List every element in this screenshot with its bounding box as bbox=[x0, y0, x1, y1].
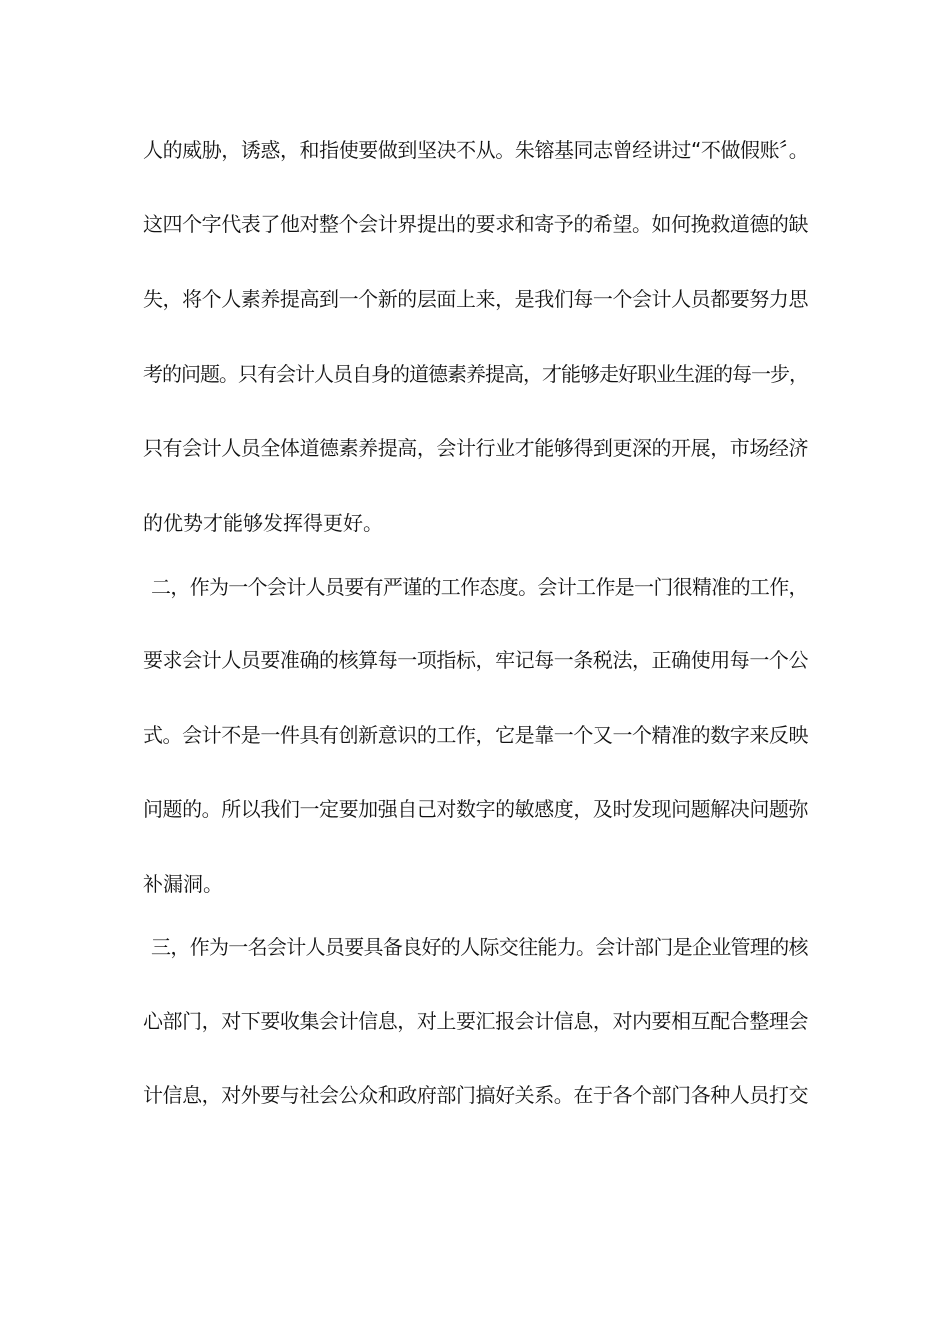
text-line: 只有会计人员全体道德素养提高，会计行业才能够得到更深的开展，市场经济 bbox=[143, 436, 809, 460]
text-line: 人的威胁，诱惑，和指使要做到坚决不从。朱镕基同志曾经讲过“不做假账〞。 bbox=[143, 138, 809, 162]
paragraph-heading-line: 二，作为一个会计人员要有严谨的工作态度。会计工作是一门很精准的工作， bbox=[151, 575, 808, 599]
paragraph-heading-line: 三，作为一名会计人员要具备良好的人际交往能力。会计部门是企业管理的核 bbox=[151, 935, 808, 959]
text-line: 的优势才能够发挥得更好。 bbox=[143, 511, 383, 535]
text-line: 失，将个人素养提高到一个新的层面上来，是我们每一个会计人员都要努力思 bbox=[143, 287, 809, 311]
text-line: 这四个字代表了他对整个会计界提出的要求和寄予的希望。如何挽救道德的缺 bbox=[143, 212, 809, 236]
text-line: 计信息，对外要与社会公众和政府部门搞好关系。在于各个部门各种人员打交 bbox=[143, 1083, 809, 1107]
text-line: 考的问题。只有会计人员自身的道德素养提高，才能够走好职业生涯的每一步， bbox=[143, 362, 808, 386]
text-line: 式。会计不是一件具有创新意识的工作，它是靠一个又一个精准的数字来反映 bbox=[143, 723, 809, 747]
text-line: 补漏洞。 bbox=[143, 872, 223, 896]
text-line: 问题的。所以我们一定要加强自己对数字的敏感度，及时发现问题解决问题弥 bbox=[143, 797, 809, 821]
text-line: 心部门，对下要收集会计信息，对上要汇报会计信息，对内要相互配合整理会 bbox=[143, 1009, 809, 1033]
text-line: 要求会计人员要准确的核算每一项指标，牢记每一条税法，正确使用每一个公 bbox=[143, 648, 809, 672]
